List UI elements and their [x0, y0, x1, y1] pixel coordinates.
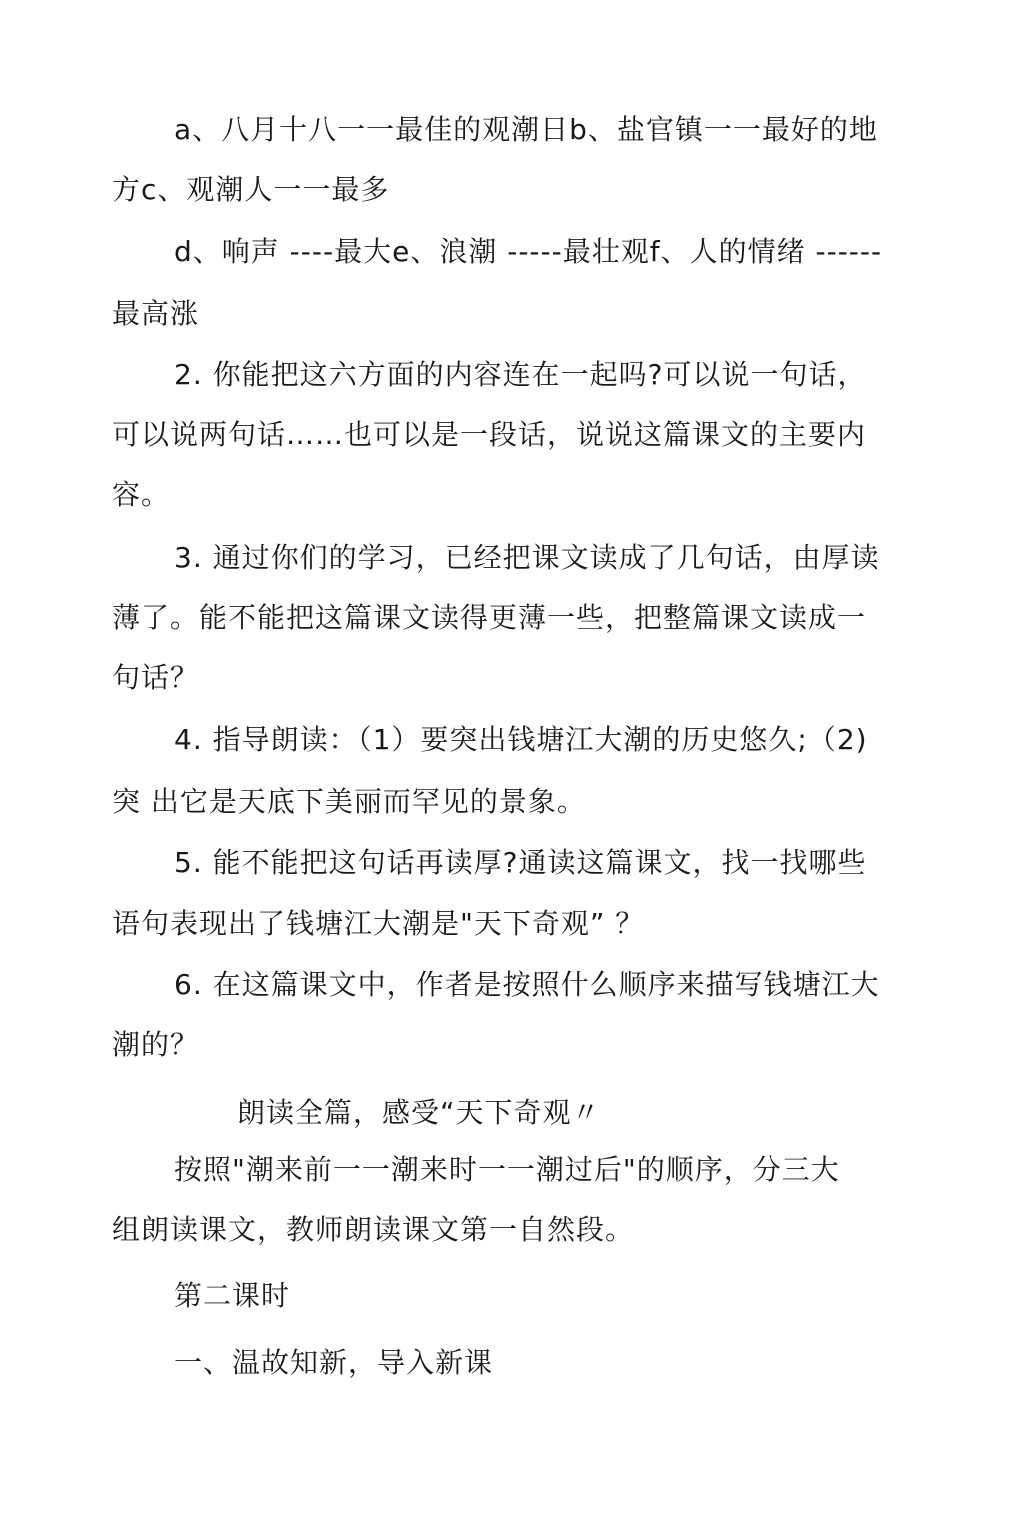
- text-line-1: a、八月十八一一最佳的观潮日b、盐官镇一一最好的地: [174, 113, 878, 146]
- text-line-15: 6. 在这篇课文中，作者是按照什么顺序来描写钱塘江大: [174, 968, 880, 1001]
- text-line-11: 4. 指导朗读：（1）要突出钱塘江大潮的历史悠久;（2): [174, 723, 868, 756]
- text-line-10: 句话？: [112, 661, 200, 694]
- text-line-14: 语句表现出了钱塘江大潮是"天下奇观” ？: [112, 907, 645, 940]
- text-line-9: 薄了。能不能把这篇课文读得更薄一些，把整篇课文读成一: [112, 601, 867, 634]
- text-line-5: 2. 你能把这六方面的内容连在一起吗?可以说一句话，: [174, 358, 867, 391]
- text-line-13: 5. 能不能把这句话再读厚?通读这篇课文，找一找哪些: [174, 846, 867, 879]
- text-line-7: 容。: [112, 478, 171, 511]
- text-line-16: 潮的？: [112, 1028, 200, 1061]
- lesson-title: 第二课时: [174, 1279, 291, 1312]
- text-line-8: 3. 通过你们的学习，已经把课文读成了几句话，由厚读: [174, 541, 880, 574]
- text-line-18: 按照"潮来前一一潮来时一一潮过后"的顺序，分三大: [174, 1153, 840, 1186]
- section-heading: 朗读全篇，感受“天下奇观〃: [237, 1096, 601, 1129]
- text-line-19: 组朗读课文，教师朗读课文第一自然段。: [112, 1213, 635, 1246]
- text-line-3: d、响声 ----最大e、浪潮 -----最壮观f、人的情绪 ------: [174, 235, 883, 268]
- text-line-6: 可以说两句话……也可以是一段话，说说这篇课文的主要内: [112, 418, 867, 451]
- text-line-12: 突 出它是天底下美丽而罕见的景象。: [112, 785, 586, 818]
- text-line-2: 方c、观潮人一一最多: [112, 173, 390, 206]
- text-line-4: 最高涨: [112, 297, 200, 330]
- subsection-title: 一、温故知新，导入新课: [174, 1346, 494, 1379]
